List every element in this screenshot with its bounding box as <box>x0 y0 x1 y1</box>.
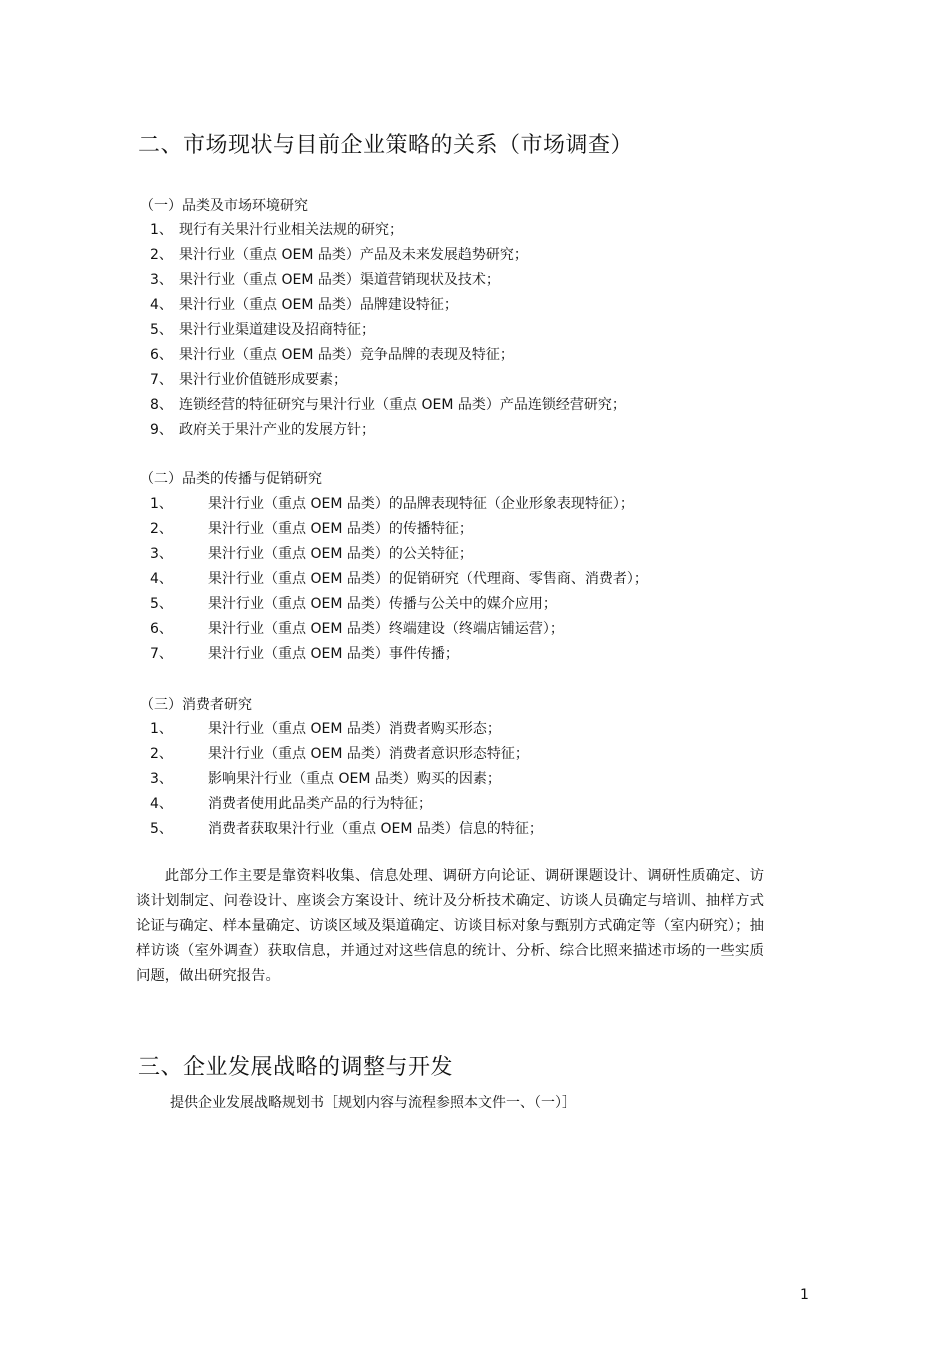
list-item <box>150 221 403 239</box>
list-item <box>150 396 626 414</box>
list-item <box>150 246 528 264</box>
item-text: 果汁行业（重点 OEM 品类）的品牌表现特征（企业形象表现特征）； <box>208 496 634 512</box>
list-item <box>150 545 473 563</box>
list-item <box>150 296 458 314</box>
item-number: 4、 <box>150 571 173 587</box>
list-item <box>150 595 557 613</box>
section-3-title: 三、企业发展战略的调整与开发 <box>138 1055 454 1080</box>
item-text: 果汁行业（重点 OEM 品类）的公关特征； <box>208 546 473 562</box>
item-text: 现行有关果汁行业相关法规的研究； <box>179 222 403 238</box>
item-number: 3、 <box>150 272 173 288</box>
item-number: 7、 <box>150 372 173 388</box>
list-item <box>150 645 459 663</box>
list-item <box>150 321 375 339</box>
item-text: 果汁行业渠道建设及招商特征； <box>179 322 375 338</box>
item-number: 7、 <box>150 646 173 662</box>
item-text: 果汁行业（重点 OEM 品类）消费者意识形态特征； <box>208 746 529 762</box>
list-item <box>150 620 564 638</box>
list-item <box>150 520 473 538</box>
item-number: 2、 <box>150 247 173 263</box>
item-number: 2、 <box>150 746 173 762</box>
list-item <box>150 371 347 389</box>
item-number: 3、 <box>150 771 173 787</box>
item-text: 连锁经营的特征研究与果汁行业（重点 OEM 品类）产品连锁经营研究； <box>179 397 626 413</box>
list-item <box>150 271 500 289</box>
item-text: 果汁行业（重点 OEM 品类）的传播特征； <box>208 521 473 537</box>
item-number: 2、 <box>150 521 173 537</box>
item-text: 果汁行业（重点 OEM 品类）渠道营销现状及技术； <box>179 272 500 288</box>
item-text: 果汁行业价值链形成要素； <box>179 372 347 388</box>
item-text: 果汁行业（重点 OEM 品类）传播与公关中的媒介应用； <box>208 596 557 612</box>
item-number: 9、 <box>150 422 173 438</box>
item-number: 6、 <box>150 621 173 637</box>
item-text: 果汁行业（重点 OEM 品类）产品及未来发展趋势研究； <box>179 247 528 263</box>
list-item <box>150 795 432 813</box>
item-text: 消费者使用此品类产品的行为特征； <box>208 796 432 812</box>
group-2-heading: （二）品类的传播与促销研究 <box>140 471 322 487</box>
list-item <box>150 770 501 788</box>
item-text: 果汁行业（重点 OEM 品类）终端建设（终端店铺运营）； <box>208 621 564 637</box>
item-text: 果汁行业（重点 OEM 品类）品牌建设特征； <box>179 297 458 313</box>
list-item <box>150 720 501 738</box>
item-number: 1、 <box>150 496 173 512</box>
body-paragraph: 此部分工作主要是靠资料收集、信息处理、调研方向论证、调研课题设计、调研性质确定、访谈计划制定、问卷设计、座谈会方案设计、统计及分析技术确定、访谈人员确定与培训、抽样方式论证与确定、样本量确定、访谈区域及渠道确定、访谈目标对象与甄别方式确定等（室内研究）；抽样访谈（室外调查）获取信息，并通过对这些信息的统计、分析、综合比照来描述市场的一些实质问题，做出研究报告。 <box>136 868 764 984</box>
list-item <box>150 346 514 364</box>
item-text: 果汁行业（重点 OEM 品类）竞争品牌的表现及特征； <box>179 347 514 363</box>
section-3-text: 提供企业发展战略规划书［规划内容与流程参照本文件一、（一）］ <box>170 1095 576 1111</box>
item-number: 1、 <box>150 222 173 238</box>
list-item <box>150 570 648 588</box>
item-number: 3、 <box>150 546 173 562</box>
list-item <box>150 495 634 513</box>
item-number: 4、 <box>150 297 173 313</box>
item-text: 消费者获取果汁行业（重点 OEM 品类）信息的特征； <box>208 821 543 837</box>
item-text: 政府关于果汁产业的发展方针； <box>179 422 375 438</box>
group-3-heading: （三）消费者研究 <box>140 697 252 713</box>
item-number: 8、 <box>150 397 173 413</box>
item-number: 6、 <box>150 347 173 363</box>
item-number: 1、 <box>150 721 173 737</box>
section-2-title: 二、市场现状与目前企业策略的关系（市场调查） <box>138 133 634 158</box>
page-number: 1 <box>800 1287 809 1303</box>
item-text: 果汁行业（重点 OEM 品类）事件传播； <box>208 646 459 662</box>
list-item <box>150 745 529 763</box>
list-item <box>150 820 543 838</box>
item-number: 5、 <box>150 322 173 338</box>
item-number: 4、 <box>150 796 173 812</box>
item-text: 影响果汁行业（重点 OEM 品类）购买的因素； <box>208 771 501 787</box>
item-number: 5、 <box>150 596 173 612</box>
list-item <box>150 421 375 439</box>
item-number: 5、 <box>150 821 173 837</box>
item-text: 果汁行业（重点 OEM 品类）消费者购买形态； <box>208 721 501 737</box>
item-text: 果汁行业（重点 OEM 品类）的促销研究（代理商、零售商、消费者）； <box>208 571 648 587</box>
group-1-heading: （一）品类及市场环境研究 <box>140 198 308 214</box>
